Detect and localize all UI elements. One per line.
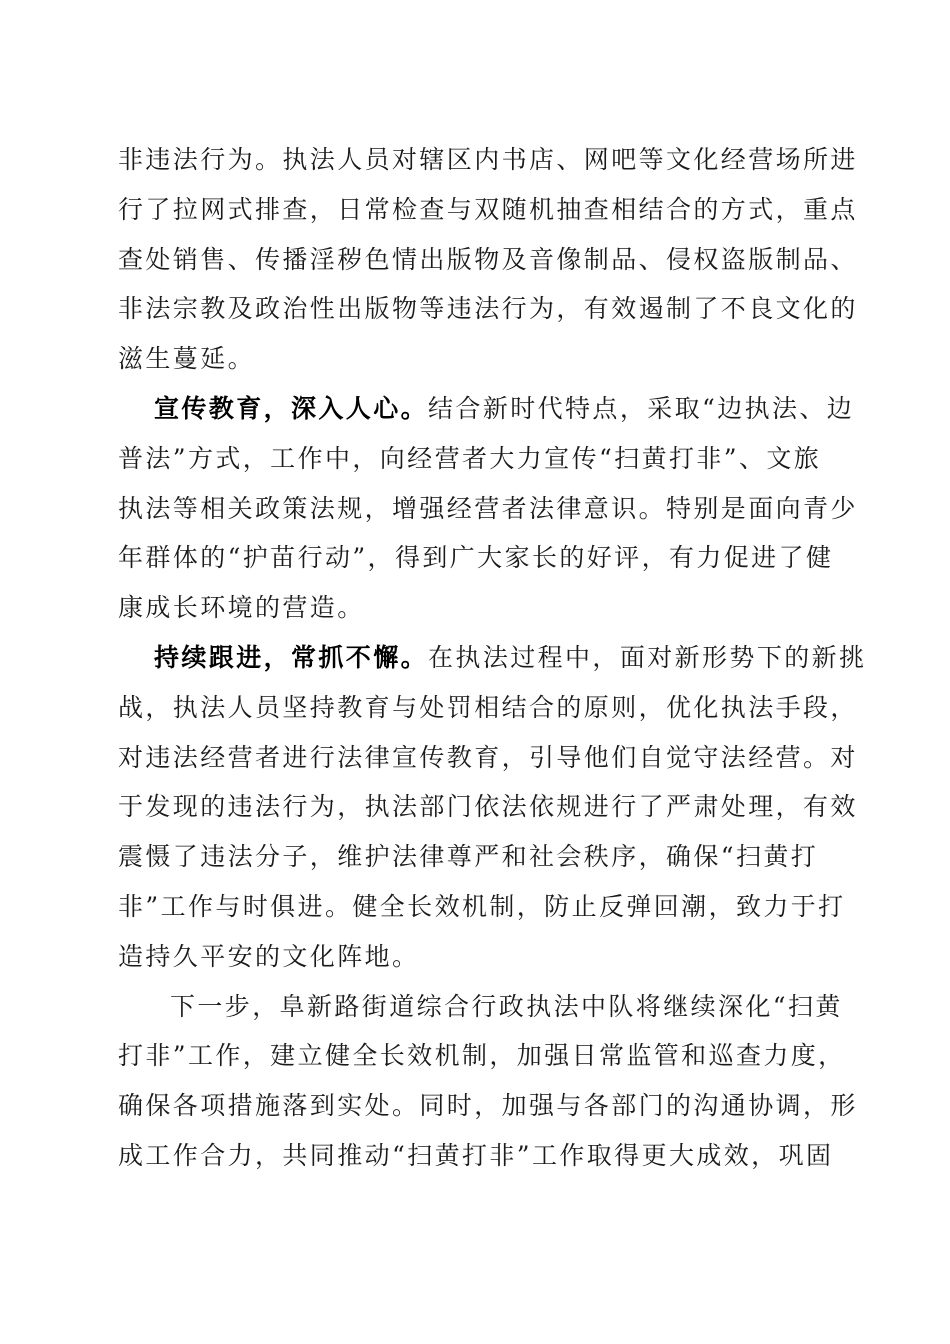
- text-line: 于发现的违法行为，执法部门依法依规进行了严肃处理，有效: [118, 792, 858, 822]
- paragraph-2: [118, 384, 858, 633]
- text-line: 造持久平安的文化阵地。: [118, 941, 420, 971]
- text-line: 成工作合力，共同推动“扫黄打非”工作取得更大成效，巩固: [118, 1140, 834, 1170]
- text-line: 战，执法人员坚持教育与处罚相结合的原则，优化执法手段，: [118, 692, 858, 722]
- text-line: 对违法经营者进行法律宣传教育，引导他们自觉守法经营。对: [118, 742, 858, 772]
- document-body: [118, 135, 867, 1181]
- text-span: 结合新时代特点，采取“边执法、边: [428, 393, 855, 423]
- text-line: 年群体的“护苗行动”，得到广大家长的好评，有力促进了健: [118, 543, 834, 573]
- text-line: 震慑了违法分子，维护法律尊严和社会秩序，确保“扫黄打: [118, 842, 819, 872]
- text-line: 执法等相关政策法规，增强经营者法律意识。特别是面向青少: [118, 493, 858, 523]
- text-line: 康成长环境的营造。: [118, 593, 365, 623]
- text-line: 确保各项措施落到实处。同时，加强与各部门的沟通协调，形: [118, 1091, 858, 1121]
- paragraph-heading: 持续跟进，常抓不懈。: [154, 642, 429, 672]
- paragraph-3: [118, 633, 867, 982]
- text-line: 行了拉网式排查，日常检查与双随机抽查相结合的方式，重点: [118, 194, 858, 224]
- paragraph-4: [118, 982, 858, 1181]
- paragraph-1: [118, 135, 858, 384]
- text-line: 非违法行为。执法人员对辖区内书店、网吧等文化经营场所进: [118, 145, 858, 174]
- text-line: 查处销售、传播淫秽色情出版物及音像制品、侵权盗版制品、: [118, 244, 858, 274]
- text-line: 打非”工作，建立健全长效机制，加强日常监管和巡查力度，: [118, 1041, 846, 1071]
- text-line: [118, 384, 855, 434]
- text-line: 下一步，阜新路街道综合行政执法中队将继续深化“扫黄: [170, 991, 843, 1021]
- text-line: [118, 633, 867, 683]
- paragraph-heading: 宣传教育，深入人心。: [154, 393, 429, 423]
- text-line: 滋生蔓延。: [118, 344, 256, 374]
- text-span: 在执法过程中，面对新形势下的新挑: [428, 642, 867, 672]
- text-line: 非法宗教及政治性出版物等违法行为，有效遏制了不良文化的: [118, 294, 858, 324]
- text-line: 非”工作与时俱进。健全长效机制，防止反弹回潮，致力于打: [118, 891, 846, 921]
- text-line: 普法”方式，工作中，向经营者大力宣传“扫黄打非”、文旅: [118, 443, 822, 473]
